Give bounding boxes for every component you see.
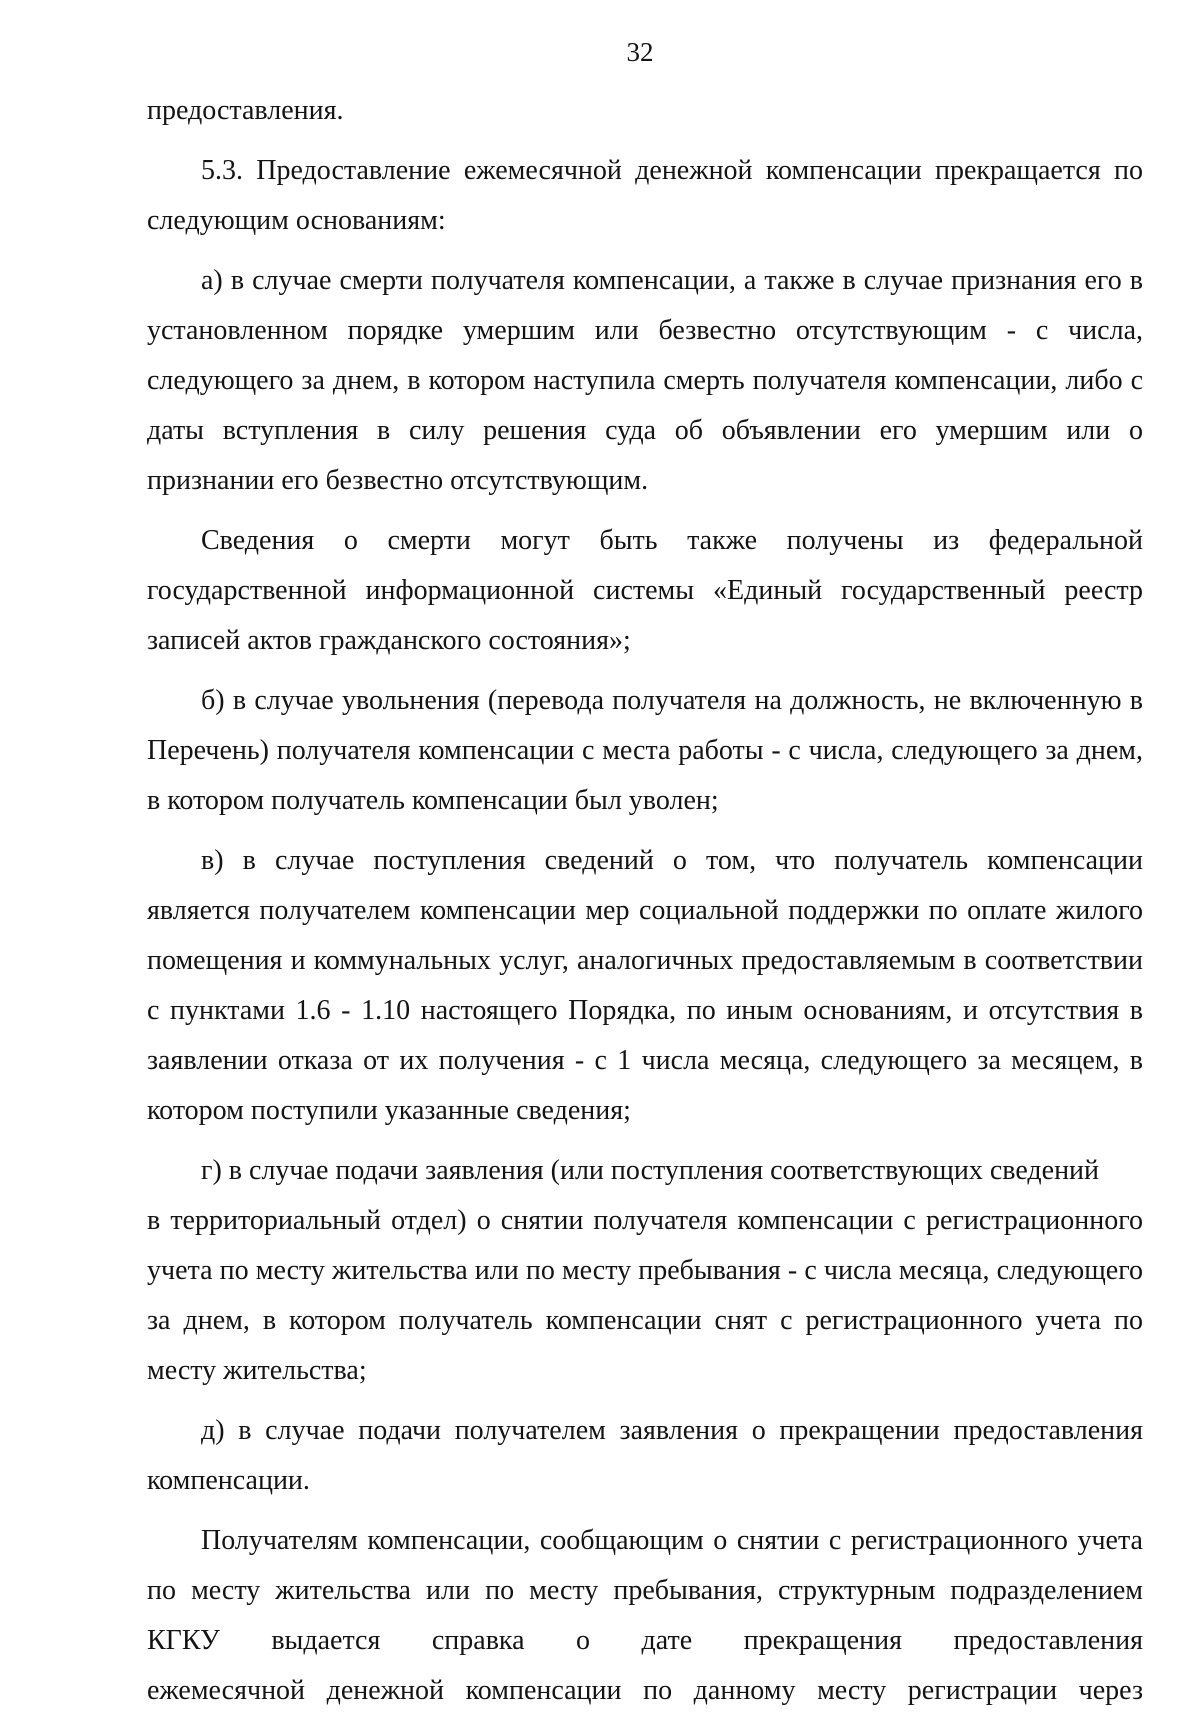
subclause-d-paragraph: д) в случае подачи получателем заявления о прекращении предоставления компенсации. bbox=[147, 1415, 1143, 1496]
certificate-paragraph: Получателям компенсации, сообщающим о снятии с регистрационного учета по месту жительства или по месту пребывания, структурным подразделением КГКУ выдается справка о дате прекращения предоставления bbox=[147, 1525, 1143, 1656]
subclause-a-paragraph: а) в случае смерти получателя компенсации, а также в случае признания его в установленном порядке умершим или безвестно отсутствующим - с числа, следующего за днем, в котором наступила смерть получателя компенсации, либо с даты вступления в силу решения суда об объявлении его умершим или о признании его безвестно отсутствующим. bbox=[147, 265, 1143, 496]
document-body bbox=[147, 86, 1143, 1716]
subclause-g-first-line: г) в случае подачи заявления (или поступления соответствующих сведений bbox=[201, 1155, 1100, 1186]
subclause-v-paragraph: в) в случае поступления сведений о том, что получатель компенсации является получателем компенсации мер социальной поддержки по оплате жилого помещения и коммунальных услуг, аналогичных предоставляемым в соответствии с пунктами 1.6 - 1.10 настоящего Порядка, по иным основаниям, и отсутствия в заявлении отказа от их получения - с 1 числа месяца, следующего за месяцем, в котором поступили указанные сведения; bbox=[147, 845, 1143, 1126]
continuation-paragraph: предоставления. bbox=[147, 95, 344, 126]
subclause-g-continuation: в территориальный отдел) о снятии получателя компенсации с регистрационного учета по месту жительства или по месту пребывания - с числа месяца, следующего за днем, в котором получатель компенсации снят с регистрационного учета по месту жительства; bbox=[147, 1205, 1143, 1386]
clause-5-3-paragraph: 5.3. Предоставление ежемесячной денежной компенсации прекращается по следующим основаниям: bbox=[147, 155, 1143, 236]
subclause-b-paragraph: б) в случае увольнения (перевода получателя на должность, не включенную в Перечень) получателя компенсации с места работы - с числа, следующего за днем, в котором получатель компенсации был уволен; bbox=[147, 685, 1143, 816]
certificate-paragraph-last-line: ежемесячной денежной компенсации по данному месту регистрации через bbox=[147, 1675, 1143, 1706]
page-number: 32 bbox=[626, 37, 654, 67]
death-information-paragraph: Сведения о смерти могут быть также получены из федеральной государственной информационной системы «Единый государственный реестр записей актов гражданского состояния»; bbox=[147, 525, 1143, 656]
